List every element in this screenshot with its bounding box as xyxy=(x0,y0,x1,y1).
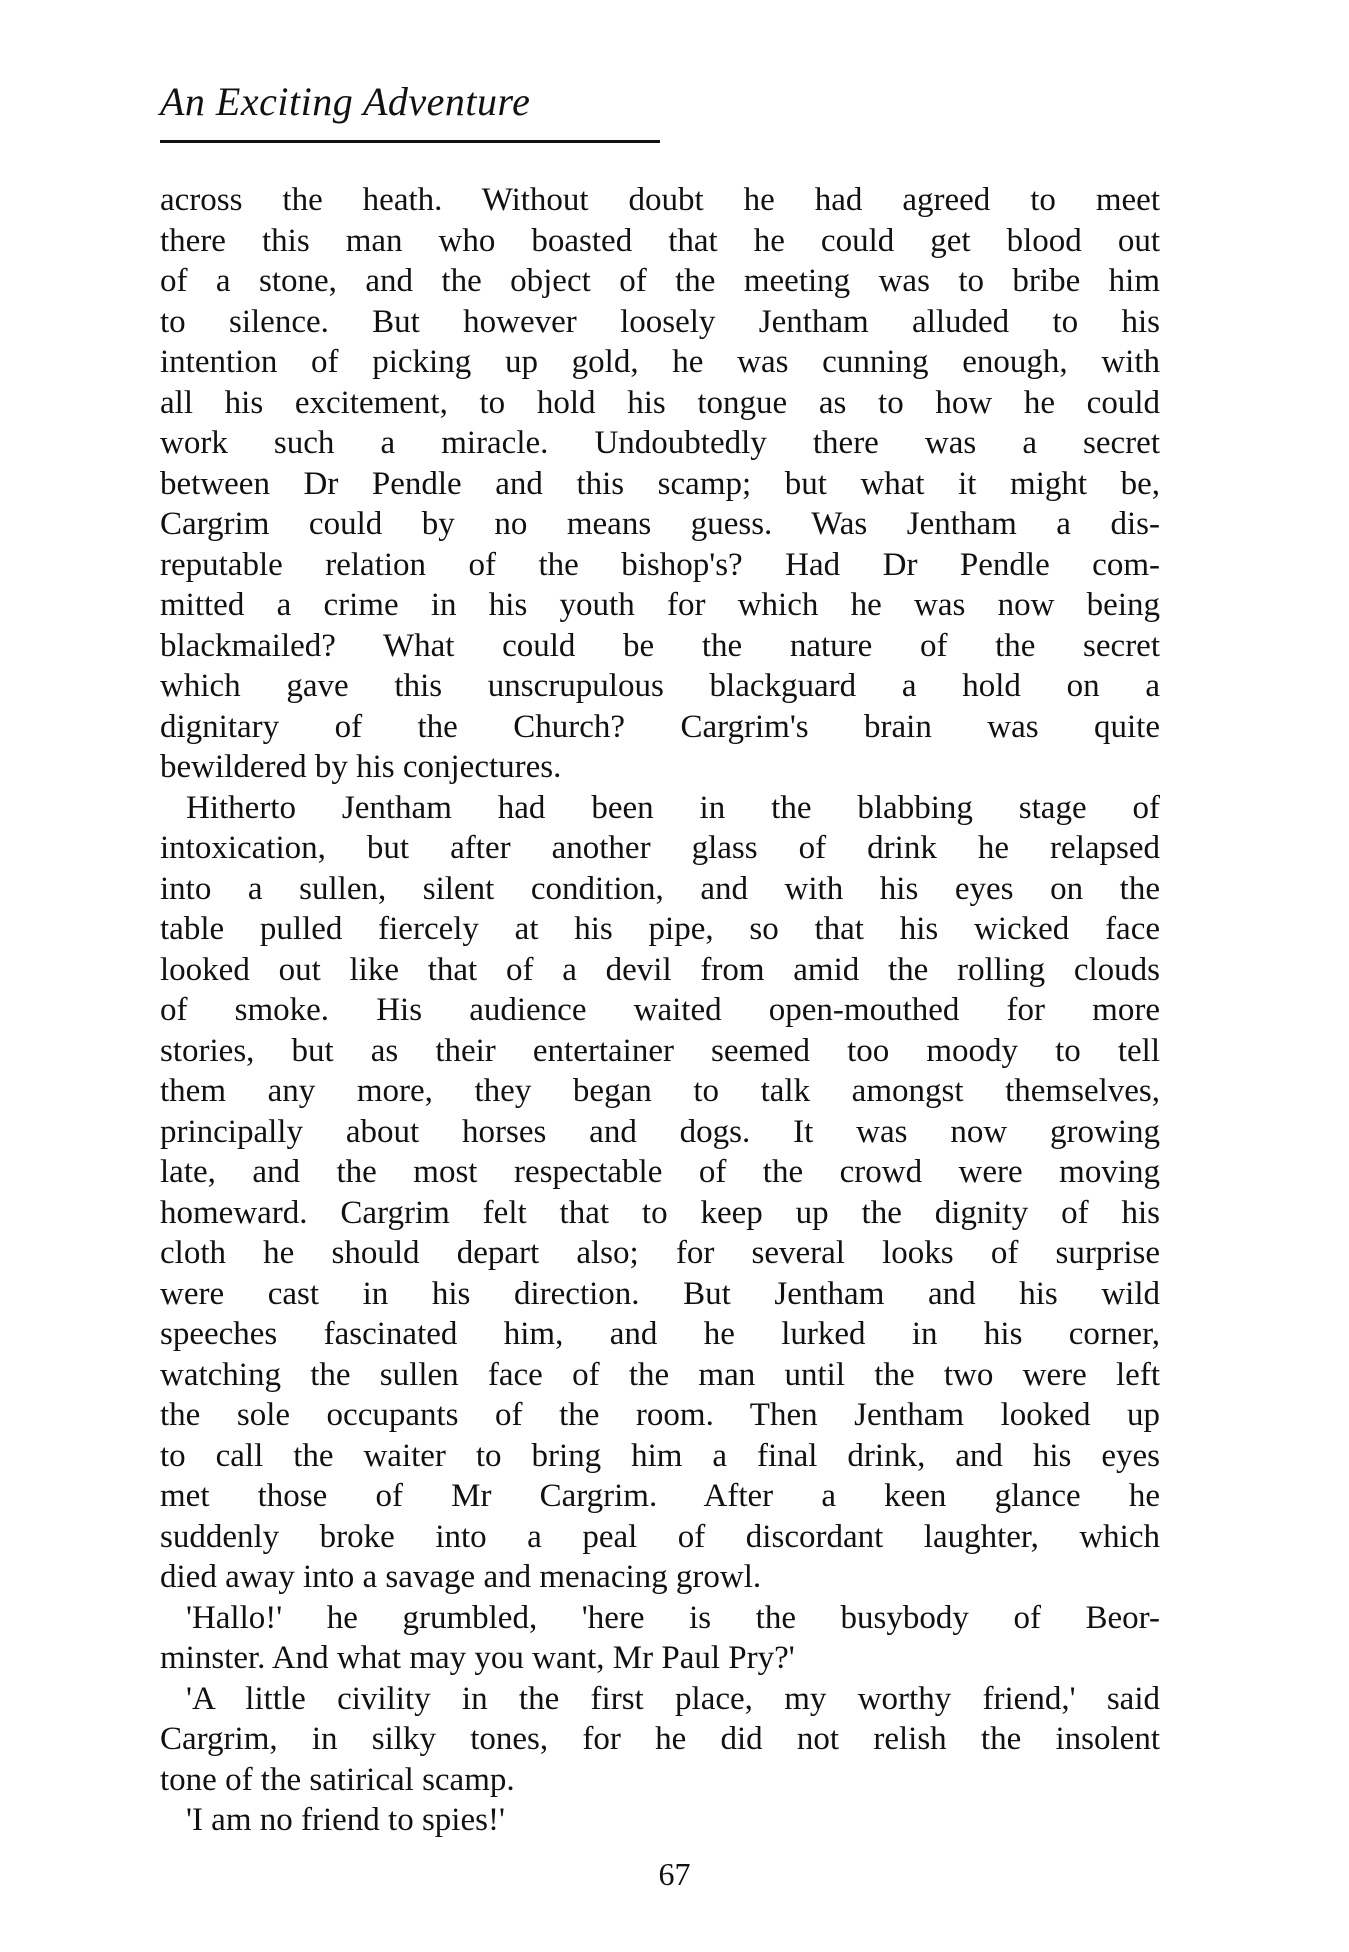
text-line: bewildered by his conjectures. xyxy=(160,749,562,785)
text-line: which gave this unscrupulous blackguard a hold on a xyxy=(160,668,1160,704)
body-text xyxy=(160,180,1160,1841)
text-line: 'I am no friend to spies!' xyxy=(186,1802,505,1838)
text-line: all his excitement, to hold his tongue as to how he could xyxy=(160,384,1160,421)
text-line: principally about horses and dogs. It was now growing xyxy=(160,1113,1160,1150)
text-line: intention of picking up gold, he was cunning enough, with xyxy=(160,344,1160,380)
text-line: work such a miracle. Undoubtedly there was a secret xyxy=(160,425,1160,461)
text-line: dignitary of the Church? Cargrim's brain was quite xyxy=(160,708,1160,745)
text-line: between Dr Pendle and this scamp; but what it might be, xyxy=(160,465,1160,502)
text-line: them any more, they began to talk amongst themselves, xyxy=(160,1073,1160,1109)
text-line: of a stone, and the object of the meeting was to bribe him xyxy=(160,263,1160,299)
text-line: the sole occupants of the room. Then Jentham looked up xyxy=(160,1397,1160,1433)
text-line: reputable relation of the bishop's? Had Dr Pendle com- xyxy=(160,546,1160,583)
text-line: blackmailed? What could be the nature of the secret xyxy=(160,627,1160,664)
text-line: Cargrim could by no means guess. Was Jentham a dis- xyxy=(160,506,1160,542)
text-line: suddenly broke into a peal of discordant laughter, which xyxy=(160,1518,1160,1555)
text-line: tone of the satirical scamp. xyxy=(160,1761,515,1798)
running-head: An Exciting Adventure xyxy=(160,79,531,124)
text-line: to silence. But however loosely Jentham alluded to his xyxy=(160,303,1160,340)
text-line: of smoke. His audience waited open-mouthed for more xyxy=(160,992,1160,1028)
text-line: there this man who boasted that he could get blood out xyxy=(160,222,1160,259)
text-line: looked out like that of a devil from amid the rolling clouds xyxy=(160,951,1160,988)
text-line: watching the sullen face of the man until the two were left xyxy=(160,1356,1160,1393)
text-line: met those of Mr Cargrim. After a keen glance he xyxy=(160,1478,1160,1514)
text-line: Hitherto Jentham had been in the blabbing stage of xyxy=(186,789,1160,826)
text-line: to call the waiter to bring him a final drink, and his eyes xyxy=(160,1437,1160,1474)
text-line: were cast in his direction. But Jentham and his wild xyxy=(160,1275,1160,1312)
text-line: cloth he should depart also; for several looks of surprise xyxy=(160,1235,1160,1271)
text-line: homeward. Cargrim felt that to keep up the dignity of his xyxy=(160,1194,1160,1231)
text-line: speeches fascinated him, and he lurked in his corner, xyxy=(160,1316,1160,1352)
text-line: across the heath. Without doubt he had agreed to meet xyxy=(160,182,1160,218)
text-line: into a sullen, silent condition, and with his eyes on the xyxy=(160,870,1160,907)
text-line: minster. And what may you want, Mr Paul Pry?' xyxy=(160,1640,795,1676)
text-line: late, and the most respectable of the crowd were moving xyxy=(160,1154,1160,1190)
text-line: table pulled fiercely at his pipe, so that his wicked face xyxy=(160,911,1160,947)
text-line: intoxication, but after another glass of drink he relapsed xyxy=(160,830,1160,866)
page-number: 67 xyxy=(658,1856,691,1892)
text-line: died away into a savage and menacing growl. xyxy=(160,1559,762,1595)
text-line: 'A little civility in the first place, my worthy friend,' said xyxy=(186,1680,1160,1717)
header-rule xyxy=(160,140,660,143)
text-line: Cargrim, in silky tones, for he did not relish the insolent xyxy=(160,1721,1160,1757)
text-line: stories, but as their entertainer seemed too moody to tell xyxy=(160,1032,1160,1069)
text-line: 'Hallo!' he grumbled, 'here is the busybody of Beor- xyxy=(186,1599,1160,1636)
text-line: mitted a crime in his youth for which he was now being xyxy=(160,587,1160,623)
